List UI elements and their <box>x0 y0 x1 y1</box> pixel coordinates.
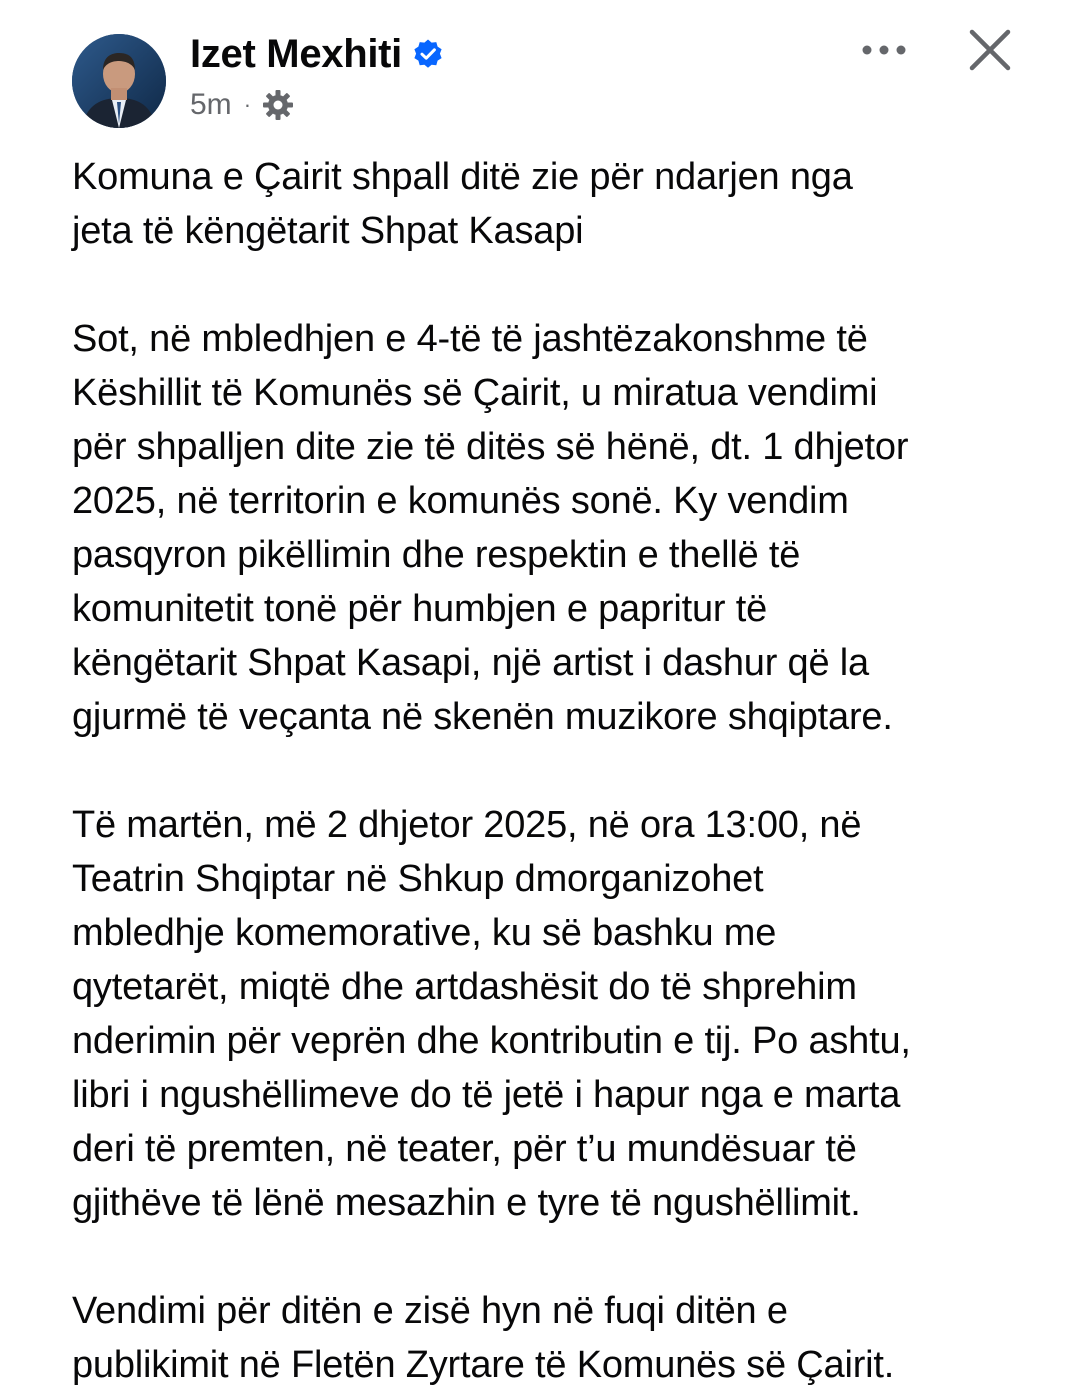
post-paragraph-effective: Vendimi për ditën e zisë hyn në fuqi ditën e publikimit në Fletën Zyrtare të Komunës së Çairit. <box>72 1290 895 1386</box>
avatar[interactable] <box>72 34 166 128</box>
post-body <box>72 150 1032 1393</box>
author-line <box>190 26 444 82</box>
post-paragraph-title: Komuna e Çairit shpall ditë zie për ndarjen nga jeta të këngëtarit Shpat Kasapi <box>72 156 853 252</box>
more-options-icon <box>860 43 908 61</box>
verified-badge-icon <box>412 38 444 70</box>
more-options-button[interactable] <box>852 26 916 78</box>
post-timestamp[interactable]: 5m <box>190 88 232 121</box>
meta-separator: · <box>243 92 252 117</box>
author-name[interactable]: Izet Mexhiti <box>190 31 402 76</box>
close-button[interactable] <box>958 22 1022 82</box>
post-paragraph-decision: Sot, në mbledhjen e 4-të të jashtëzakonshme të Këshillit të Komunës së Çairit, u miratua vendimi për shpalljen dite zie të ditës së hënë, dt. 1 dhjetor 2025, në territorin e komunës sonë. Ky vendim pasqyron pikëllimin dhe respektin e thellë të komunitetit tonë për humbjen e papritur të këngëtarit Shpat Kasapi, një artist i dashur që la gjurmë të veçanta në skenën muzikore shqiptare. <box>72 318 909 738</box>
gear-icon[interactable] <box>261 88 295 122</box>
post-meta <box>190 84 295 126</box>
close-icon <box>968 28 1012 77</box>
post-header <box>0 0 1080 150</box>
avatar-image <box>72 34 166 128</box>
post-paragraph-commemoration: Të martën, më 2 dhjetor 2025, në ora 13:00, në Teatrin Shqiptar në Shkup dmorganizohet mbledhje komemorative, ku së bashku me qytetarët, miqtë dhe artdashësit do të shprehim nderimin për veprën dhe kontributin e tij. Po ashtu, libri i ngushëllimeve do të jetë i hapur nga e marta deri të premten, në teater, për t’u mundësuar të gjithëve të lënë mesazhin e tyre të ngushëllimit. <box>72 804 911 1224</box>
